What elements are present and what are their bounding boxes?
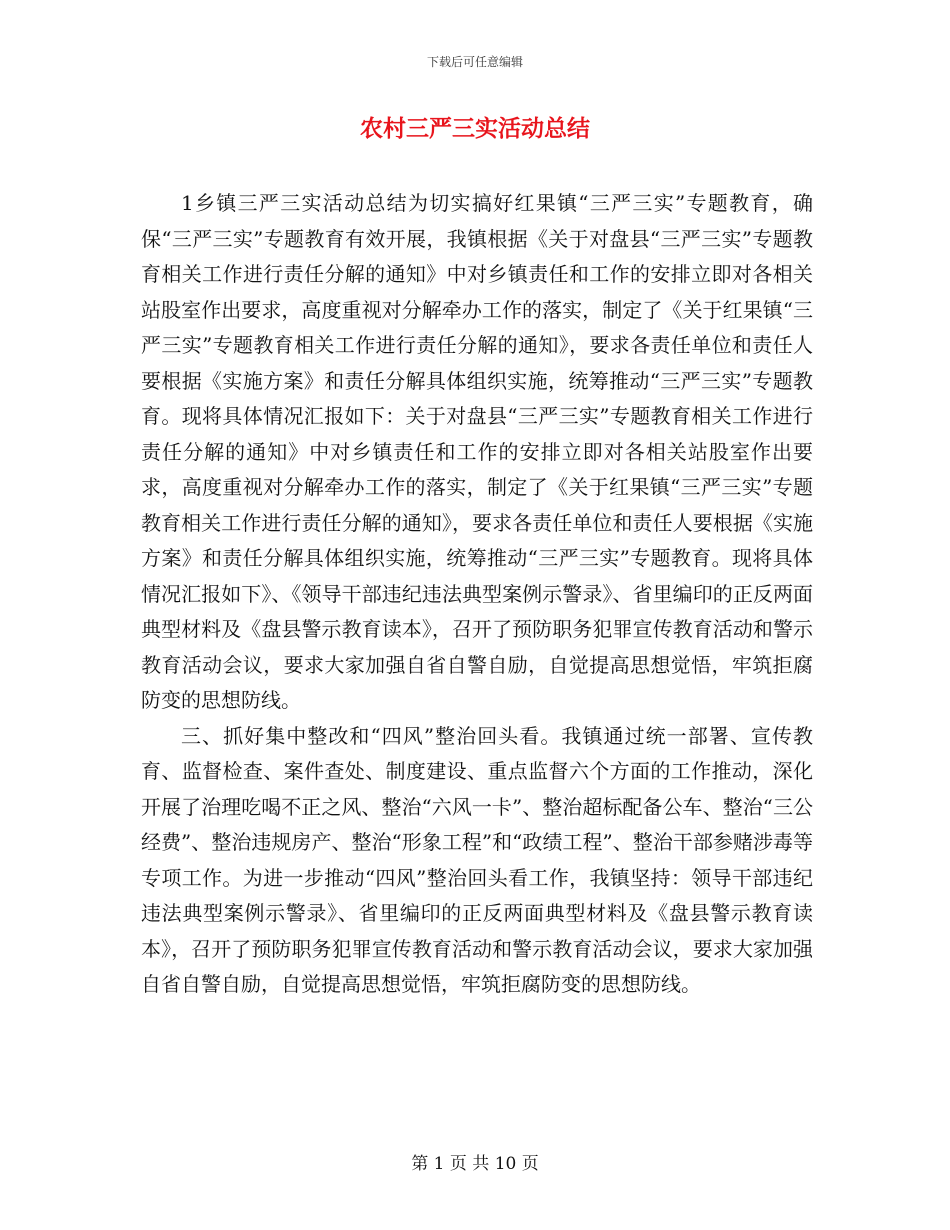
paragraph-1: 1乡镇三严三实活动总结为切实搞好红果镇“三严三实”专题教育，确保“三严三实”专题教育有效开展，我镇根据《关于对盘县“三严三实”专题教育相关工作进行责任分解的通知》中对乡镇责任和工作的安排立即对各相关站股室作出要求，高度重视对分解牵办工作的落实，制定了《关于红果镇“三严三实”专题教育相关工作进行责任分解的通知》，要求各责任单位和责任人要根据《实施方案》和责任分解具体组织实施，统筹推动“三严三实”专题教育。现将具体情况汇报如下：关于对盘县“三严三实”专题教育相关工作进行责任分解的通知》中对乡镇责任和工作的安排立即对各相关站股室作出要求，高度重视对分解牵办工作的落实，制定了《关于红果镇“三严三实”专题教育相关工作进行责任分解的通知》，要求各责任单位和责任人要根据《实施方案》和责任分解具体组织实施，统筹推动“三严三实”专题教育。现将具体情况汇报如下》、《领导干部违纪违法典型案例示警录》、省里编印的正反两面典型材料及《盘县警示教育读本》，召开了预防职务犯罪宣传教育活动和警示教育活动会议，要求大家加强自省自警自励，自觉提高思想觉悟，牢筑拒腐防变的思想防线。: [141, 191, 813, 712]
header-note: 下载后可任意编辑: [426, 55, 523, 69]
page-number: 第 1 页 共 10 页: [411, 1154, 539, 1174]
document-body: [141, 186, 813, 1003]
document-title: 农村三严三实活动总结: [360, 115, 590, 142]
paragraph-2: 三、抓好集中整改和“四风”整治回头看。我镇通过统一部署、宣传教育、监督检查、案件查处、制度建设、重点监督六个方面的工作推动，深化开展了治理吃喝不正之风、整治“六风一卡”、整治超标配备公车、整治“三公经费”、整治违规房产、整治“形象工程”和“政绩工程”、整治干部参赌涉毒等专项工作。为进一步推动“四风”整治回头看工作，我镇坚持：领导干部违纪违法典型案例示警录》、省里编印的正反两面典型材料及《盘县警示教育读本》，召开了预防职务犯罪宣传教育活动和警示教育活动会议，要求大家加强自省自警自励，自觉提高思想觉悟，牢筑拒腐防变的思想防线。: [141, 723, 813, 996]
